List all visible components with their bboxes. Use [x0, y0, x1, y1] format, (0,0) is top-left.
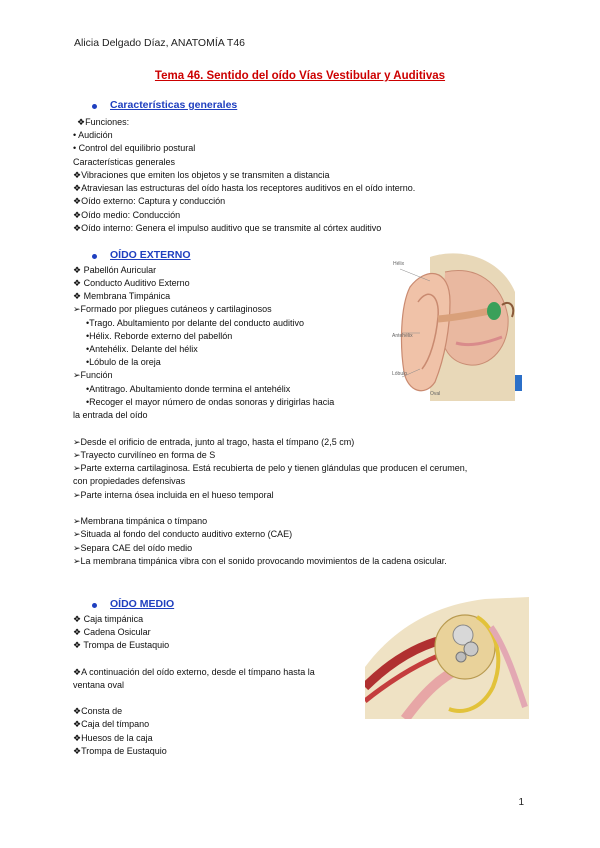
text-line: •Trago. Abultamiento por delante del conducto auditivo	[86, 318, 304, 328]
text-line: • Audición	[73, 130, 113, 140]
text-line: •Hélix. Reborde externo del pabellón	[86, 331, 233, 341]
text-line: ➢Parte interna ósea incluida en el hueso temporal	[73, 490, 274, 500]
section-bullet	[92, 104, 97, 109]
text-line: ❖Oído externo: Captura y conducción	[73, 196, 226, 206]
text-line: ventana oval	[73, 680, 125, 690]
text-line: ❖ Conducto Auditivo Externo	[73, 278, 190, 288]
text-line: ❖Caja del tímpano	[73, 719, 150, 729]
text-line: ❖ Cadena Osicular	[73, 627, 151, 637]
text-line: •Recoger el mayor número de ondas sonoras y dirigirlas hacia	[86, 397, 335, 407]
text-line: ❖Vibraciones que emiten los objetos y se transmiten a distancia	[73, 170, 330, 180]
section-heading-caracteristicas: Características generales	[110, 99, 238, 111]
text-line: ❖Trompa de Eustaquio	[73, 746, 167, 756]
text-line: ❖ Membrana Timpánica	[73, 291, 171, 301]
text-line: ➢Función	[73, 370, 113, 380]
text-line: ❖Oído interno: Genera el impulso auditivo que se transmite al córtex auditivo	[73, 223, 382, 233]
page-header: Alicia Delgado Díaz, ANATOMÍA T46	[74, 37, 245, 49]
label-antehelix: Antehélix	[392, 333, 413, 339]
text-line: ➢La membrana timpánica vibra con el sonido provocando movimientos de la cadena osicular.	[73, 556, 447, 566]
text-line: ❖Oído medio: Conducción	[73, 210, 181, 220]
text-line: ➢Trayecto curvilíneo en forma de S	[73, 450, 216, 460]
page-title: Tema 46. Sentido del oído Vías Vestibular y Auditivas	[154, 70, 446, 82]
middle-ear-illustration	[365, 597, 529, 719]
text-line: ❖Atraviesan las estructuras del oído hasta los receptores auditivos en el oído interno.	[73, 183, 416, 193]
text-line: ❖Consta de	[73, 706, 123, 716]
text-line: •Lóbulo de la oreja	[86, 357, 161, 367]
text-line: ❖ Trompa de Eustaquio	[73, 640, 170, 650]
outer-ear-illustration	[390, 247, 522, 401]
text-line: ❖Huesos de la caja	[73, 733, 153, 743]
text-line: ➢Situada al fondo del conducto auditivo externo (CAE)	[73, 529, 293, 539]
label-lobulo: Lóbulo	[392, 371, 408, 377]
text-line: con propiedades defensivas	[73, 476, 186, 486]
text-line: ❖ Pabellón Auricular	[73, 265, 157, 275]
text-line: ➢Membrana timpánica o tímpano	[73, 516, 208, 526]
label-oval: Oval	[430, 391, 441, 397]
text-line: ➢Parte externa cartilaginosa. Está recubierta de pelo y tienen glándulas que producen el cerumen,	[73, 463, 468, 473]
text-line: Características generales	[73, 157, 176, 167]
text-line: ❖Funciones:	[77, 117, 130, 127]
section-heading-oido-externo: OÍDO EXTERNO	[110, 249, 191, 261]
text-line: ➢Formado por pliegues cutáneos y cartilaginosos	[73, 304, 272, 314]
text-line: la entrada del oído	[73, 410, 148, 420]
text-line: ➢Separa CAE del oído medio	[73, 543, 193, 553]
text-line: ➢Desde el orificio de entrada, junto al trago, hasta el tímpano (2,5 cm)	[73, 437, 355, 447]
text-line: •Antitrago. Abultamiento donde termina el antehélix	[86, 384, 291, 394]
page-number: 1	[518, 797, 524, 808]
label-helix: Hélix	[393, 261, 405, 267]
section-bullet	[92, 603, 97, 608]
section-bullet	[92, 254, 97, 259]
section-heading-oido-medio: OÍDO MEDIO	[110, 598, 175, 610]
text-line: • Control del equilibrio postural	[73, 143, 196, 153]
text-line: •Antehélix. Delante del hélix	[86, 344, 198, 354]
text-line: ❖ Caja timpánica	[73, 614, 144, 624]
text-line: ❖A continuación del oído externo, desde el tímpano hasta la	[73, 667, 315, 677]
